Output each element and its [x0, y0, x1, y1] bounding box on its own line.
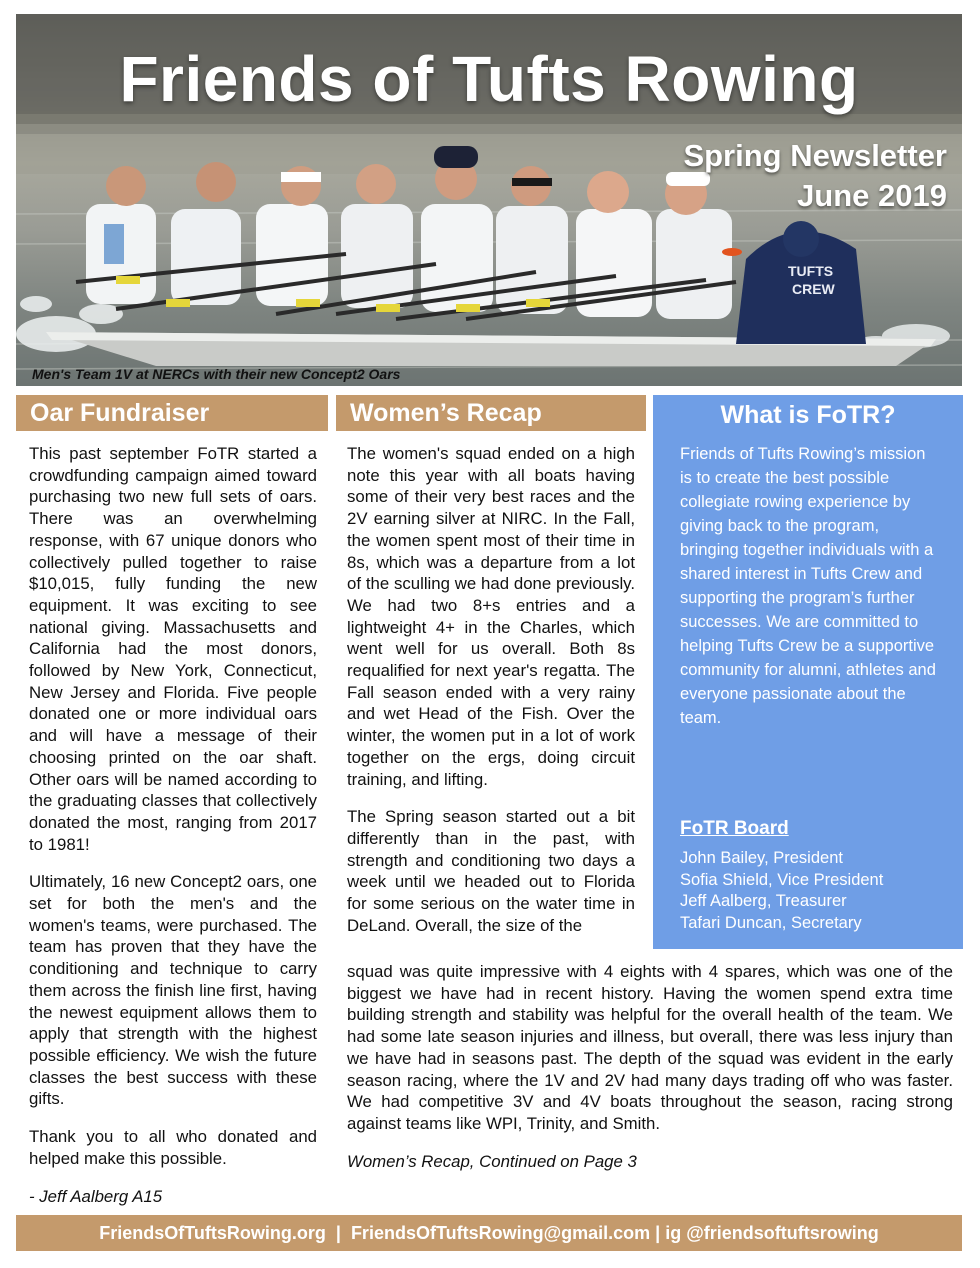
womens-recap-article-wide	[347, 961, 953, 1188]
newsletter-season: Spring Newsletter	[683, 138, 947, 173]
board-member: Jeff Aalberg, Treasurer	[680, 892, 847, 910]
footer-separator: |	[325, 1223, 351, 1243]
what-is-fotr-heading: What is FoTR?	[720, 401, 896, 429]
womens-continued-note: Women’s Recap, Continued on Page 3	[347, 1151, 637, 1171]
board-member: Sofia Shield, Vice President	[680, 870, 884, 889]
oar-paragraph-3: Thank you to all who donated and helped make this possible.	[29, 1127, 317, 1168]
womens-paragraph-1: The women's squad ended on a high note this year with all boats having some of their very best races and the 2V earning silver at NIRC. In the Fall, the women spent most of their time in 8s, which was a departure from a lot of the sculling we had done previously. We had two 8+s entries and a lightweight 4+ in the Charles, which went well for us overall. Both 8s requalified for next year's regatta. The Fall season ended with a very rainy and wet Head of the Fish. Over the winter, the women put in a lot of work together on the ergs, doing circuit training, and lifting.	[347, 444, 635, 789]
email-link[interactable]: FriendsOfTuftsRowing@gmail.com	[350, 1223, 651, 1243]
womens-paragraph-2: The Spring season started out a bit differently than in the past, with strength and conditioning two days a week until we headed out to Florida for some serious on the water time in DeLand. Overall, the size of the	[347, 807, 635, 935]
board-member: Tafari Duncan, Secretary	[680, 913, 862, 932]
oar-paragraph-2: Ultimately, 16 new Concept2 oars, one set for both the men's and the women's teams, were purchased. The team has proven that they have the conditioning and technique to carry them across the finish line first, having the newest equipment allows them to apply that strength with the highest possible efficiency. We wish the future classes the best success with these gifts.	[29, 872, 317, 1109]
oar-signature: - Jeff Aalberg A15	[29, 1186, 163, 1206]
photo-caption: Men's Team 1V at NERCs with their new Concept2 Oars	[32, 366, 401, 382]
svg-text:TUFTS: TUFTS	[788, 263, 834, 279]
oar-fundraiser-heading: Oar Fundraiser	[16, 395, 328, 431]
footer-separator: |	[650, 1223, 666, 1243]
fotr-board-list	[680, 848, 883, 934]
womens-recap-article	[347, 443, 635, 936]
newsletter-title: Friends of Tufts Rowing	[119, 43, 859, 115]
newsletter-subtitle	[683, 136, 947, 216]
hero-photo	[16, 14, 962, 386]
what-is-fotr-panel	[653, 395, 963, 949]
womens-paragraph-2-continued: squad was quite impressive with 4 eights with 4 spares, which was one of the biggest we have had in recent history. Having the women spend extra time building strength and stability was helpful for the overall health of the team. We had some late season injuries and illness, but overall, there was less injury than we have had in seasons past. The depth of the squad was evident in the early season racing, where the 1V and 2V had many days trading off who was faster. We had competitive 3V and 4V boats throughout the season, racing strong against teams like WPI, Trinity, and Smith.	[347, 962, 953, 1133]
oar-paragraph-1: This past september FoTR started a crowdfunding campaign aimed toward purchasing two new full sets of oars. There was an overwhelming response, with 67 unique donors who collectively pulled together to raise $10,015, fully funding the new equipment. It was exciting to see national giving. Massachusetts and California had the most donors, followed by New York, Connecticut, New Jersey and Florida. Five people donated one or more individual oars and will have a message of their choosing printed on the oar shaft. Other oars will be named according to the graduating classes that collectively donated the most, ranging from 2017 to 1981!	[29, 444, 317, 854]
womens-recap-heading: Women’s Recap	[336, 395, 646, 431]
board-member: John Bailey, President	[680, 849, 843, 867]
oar-fundraiser-article	[29, 443, 317, 1223]
newsletter-date: June 2019	[797, 178, 947, 213]
svg-text:CREW: CREW	[792, 281, 835, 297]
footer-bar	[16, 1215, 962, 1251]
website-link[interactable]: FriendsOfTuftsRowing.org	[99, 1223, 326, 1243]
fotr-board-title: FoTR Board	[680, 818, 789, 839]
fotr-mission-text: Friends of Tufts Rowing’s mission is to create the best possible collegiate rowing experience by giving back to the program, bringing together individuals with a shared interest in Tufts Crew and supporting the program’s further successes. We are committed to helping Tufts Crew be a supportive community for alumni, athletes and everyone passionate about the team.	[680, 445, 936, 727]
instagram-link[interactable]: ig @friendsoftuftsrowing	[665, 1223, 879, 1243]
